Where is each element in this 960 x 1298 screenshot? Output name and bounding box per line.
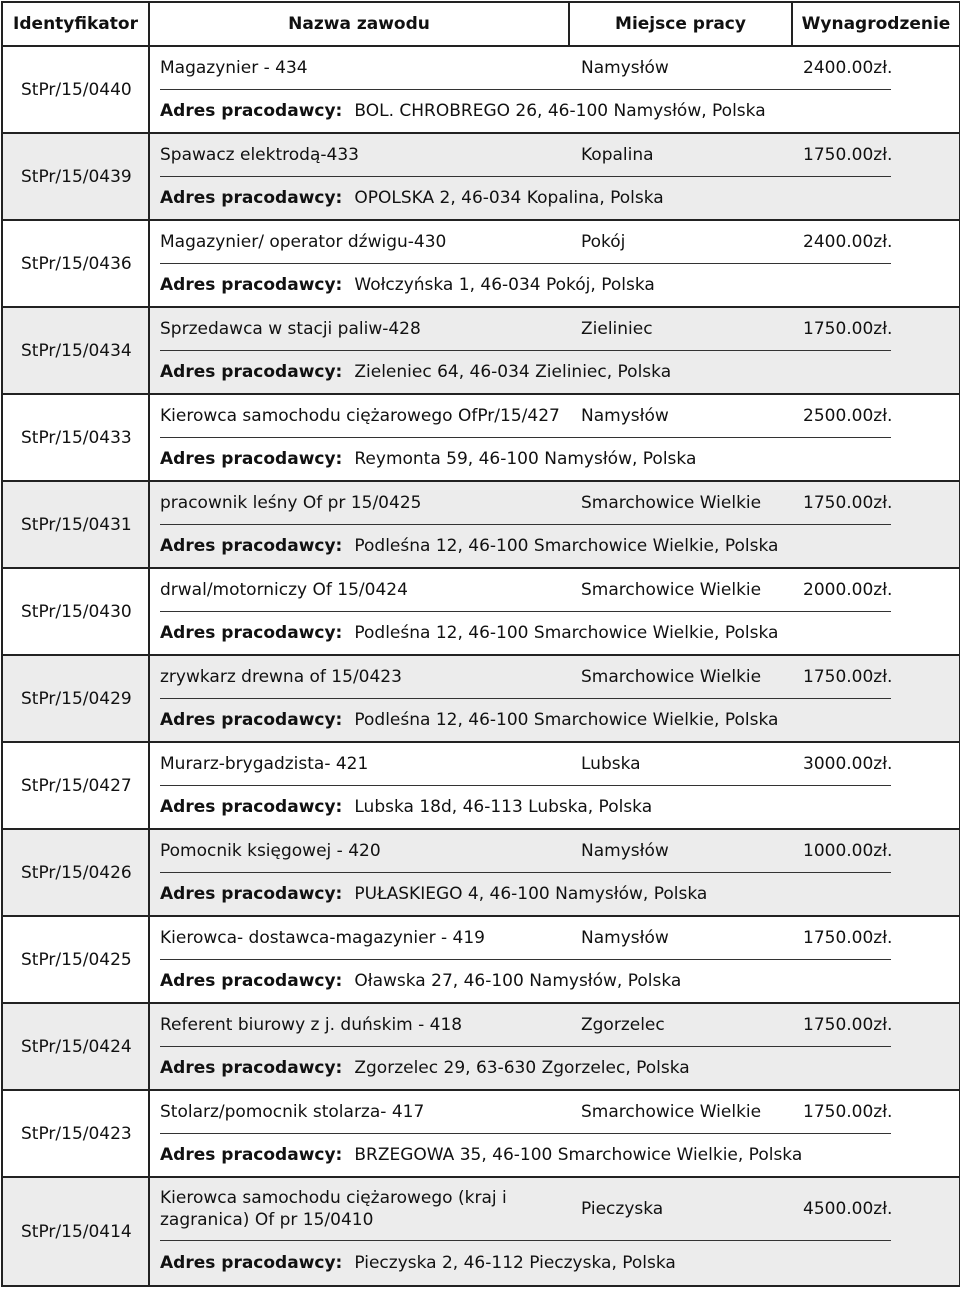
salary: 1000.00zł.: [803, 841, 893, 861]
offer-id: StPr/15/0426: [2, 829, 149, 916]
employer-address: Podleśna 12, 46-100 Smarchowice Wielkie, Polska: [354, 536, 779, 556]
employer-address-line: [160, 699, 959, 741]
offer-details: [149, 220, 960, 307]
offer-main-line: [160, 1004, 891, 1047]
offer-main-line: [160, 1091, 891, 1134]
offer-details: [149, 46, 960, 133]
salary: 4500.00zł.: [803, 1199, 893, 1219]
work-place: Kopalina: [581, 145, 654, 165]
salary: 3000.00zł.: [803, 754, 893, 774]
employer-address-line: [160, 1047, 959, 1089]
work-place: Smarchowice Wielkie: [581, 667, 762, 687]
employer-address: Oławska 27, 46-100 Namysłów, Polska: [354, 971, 682, 991]
table-row: [2, 133, 960, 220]
work-place: Smarchowice Wielkie: [581, 580, 762, 600]
employer-address: BRZEGOWA 35, 46-100 Smarchowice Wielkie, Polska: [354, 1145, 803, 1165]
employer-address-line: [160, 960, 959, 1002]
offer-id: StPr/15/0430: [2, 568, 149, 655]
employer-address: Zieleniec 64, 46-034 Zieliniec, Polska: [354, 362, 672, 382]
employer-address-line: [160, 873, 959, 915]
job-title: Stolarz/pomocnik stolarza- 417: [160, 1102, 425, 1122]
offer-main-line: [160, 830, 891, 873]
employer-address: Podleśna 12, 46-100 Smarchowice Wielkie, Polska: [354, 710, 779, 730]
offer-id: StPr/15/0436: [2, 220, 149, 307]
offer-main-line: [160, 134, 891, 177]
employer-address-label: Adres pracodawcy:: [160, 1145, 343, 1165]
offer-details: [149, 568, 960, 655]
table-row: [2, 568, 960, 655]
work-place: Pokój: [581, 232, 626, 252]
table-row: [2, 742, 960, 829]
job-title: Magazynier/ operator dźwigu-430: [160, 232, 447, 252]
table-row: [2, 394, 960, 481]
job-title: Kierowca- dostawca-magazynier - 419: [160, 928, 485, 948]
employer-address: Lubska 18d, 46-113 Lubska, Polska: [354, 797, 653, 817]
table-row: [2, 829, 960, 916]
offer-id: StPr/15/0434: [2, 307, 149, 394]
job-title: zrywkarz drewna of 15/0423: [160, 667, 402, 687]
table-body: [2, 46, 960, 1286]
employer-address: OPOLSKA 2, 46-034 Kopalina, Polska: [354, 188, 664, 208]
salary: 1750.00zł.: [803, 928, 893, 948]
offer-details: [149, 481, 960, 568]
offer-main-line: [160, 743, 891, 786]
salary: 1750.00zł.: [803, 493, 893, 513]
employer-address-line: [160, 612, 959, 654]
employer-address-label: Adres pracodawcy:: [160, 884, 343, 904]
offer-details: [149, 742, 960, 829]
offer-details: [149, 394, 960, 481]
table-row: [2, 307, 960, 394]
header-job: Nazwa zawodu: [149, 2, 569, 46]
salary: 1750.00zł.: [803, 319, 893, 339]
offer-main-line: [160, 569, 891, 612]
offer-main-line: [160, 656, 891, 699]
table-row: [2, 655, 960, 742]
header-id: Identyfikator: [2, 2, 149, 46]
employer-address-line: [160, 177, 959, 219]
salary: 2400.00zł.: [803, 58, 893, 78]
job-title: Referent biurowy z j. duńskim - 418: [160, 1015, 463, 1035]
employer-address-label: Adres pracodawcy:: [160, 101, 343, 121]
employer-address-label: Adres pracodawcy:: [160, 797, 343, 817]
work-place: Pieczyska: [581, 1199, 664, 1219]
employer-address: Pieczyska 2, 46-112 Pieczyska, Polska: [354, 1253, 676, 1273]
employer-address-line: [160, 438, 959, 480]
job-title: Magazynier - 434: [160, 58, 308, 78]
offer-details: [149, 1177, 960, 1286]
offer-main-line: [160, 221, 891, 264]
employer-address: Wołczyńska 1, 46-034 Pokój, Polska: [354, 275, 655, 295]
employer-address-label: Adres pracodawcy:: [160, 362, 343, 382]
table-row: [2, 46, 960, 133]
employer-address-label: Adres pracodawcy:: [160, 623, 343, 643]
offer-id: StPr/15/0439: [2, 133, 149, 220]
offer-details: [149, 916, 960, 1003]
offer-id: StPr/15/0424: [2, 1003, 149, 1090]
work-place: Lubska: [581, 754, 641, 774]
employer-address-line: [160, 351, 959, 393]
work-place: Namysłów: [581, 58, 669, 78]
header-pay: Wynagrodzenie: [792, 2, 960, 46]
table-row: [2, 220, 960, 307]
offer-main-line: [160, 47, 891, 90]
offer-main-line: [160, 395, 891, 438]
offer-id: StPr/15/0440: [2, 46, 149, 133]
work-place: Namysłów: [581, 841, 669, 861]
job-title: drwal/motorniczy Of 15/0424: [160, 580, 408, 600]
job-title: Kierowca samochodu ciężarowego (kraj i zagranica) Of pr 15/0410: [160, 1188, 507, 1230]
work-place: Namysłów: [581, 928, 669, 948]
salary: 2000.00zł.: [803, 580, 893, 600]
work-place: Smarchowice Wielkie: [581, 493, 762, 513]
employer-address-label: Adres pracodawcy:: [160, 449, 343, 469]
salary: 2500.00zł.: [803, 406, 893, 426]
offer-id: StPr/15/0423: [2, 1090, 149, 1177]
offer-main-line: [160, 1178, 891, 1241]
offer-details: [149, 829, 960, 916]
job-title: Sprzedawca w stacji paliw-428: [160, 319, 421, 339]
table-row: [2, 481, 960, 568]
offer-main-line: [160, 917, 891, 960]
offer-details: [149, 655, 960, 742]
offer-id: StPr/15/0425: [2, 916, 149, 1003]
work-place: Zieliniec: [581, 319, 653, 339]
employer-address-line: [160, 1134, 959, 1176]
table-row: [2, 916, 960, 1003]
offer-id: StPr/15/0414: [2, 1177, 149, 1286]
offer-main-line: [160, 308, 891, 351]
employer-address: BOL. CHROBREGO 26, 46-100 Namysłów, Polska: [354, 101, 766, 121]
employer-address-label: Adres pracodawcy:: [160, 188, 343, 208]
table-row: [2, 1003, 960, 1090]
employer-address-label: Adres pracodawcy:: [160, 275, 343, 295]
offer-main-line: [160, 482, 891, 525]
table-row: [2, 1177, 960, 1286]
header-place: Miejsce pracy: [569, 2, 792, 46]
employer-address-label: Adres pracodawcy:: [160, 971, 343, 991]
table-header-row: [2, 2, 960, 46]
salary: 1750.00zł.: [803, 667, 893, 687]
offer-details: [149, 133, 960, 220]
employer-address: Zgorzelec 29, 63-630 Zgorzelec, Polska: [354, 1058, 690, 1078]
salary: 1750.00zł.: [803, 1102, 893, 1122]
employer-address-line: [160, 90, 959, 132]
job-title: Pomocnik księgowej - 420: [160, 841, 381, 861]
employer-address-label: Adres pracodawcy:: [160, 1058, 343, 1078]
work-place: Zgorzelec: [581, 1015, 665, 1035]
offer-id: StPr/15/0429: [2, 655, 149, 742]
salary: 1750.00zł.: [803, 145, 893, 165]
employer-address: PUŁASKIEGO 4, 46-100 Namysłów, Polska: [354, 884, 708, 904]
work-place: Namysłów: [581, 406, 669, 426]
table-row: [2, 1090, 960, 1177]
offer-details: [149, 1003, 960, 1090]
employer-address-line: [160, 264, 959, 306]
employer-address-line: [160, 786, 959, 828]
job-offers-table: [1, 1, 960, 1287]
job-title: Spawacz elektrodą-433: [160, 145, 359, 165]
employer-address: Podleśna 12, 46-100 Smarchowice Wielkie, Polska: [354, 623, 779, 643]
employer-address-label: Adres pracodawcy:: [160, 1253, 343, 1273]
work-place: Smarchowice Wielkie: [581, 1102, 762, 1122]
employer-address-line: [160, 1241, 959, 1285]
offer-details: [149, 1090, 960, 1177]
offer-id: StPr/15/0431: [2, 481, 149, 568]
salary: 2400.00zł.: [803, 232, 893, 252]
job-title: Murarz-brygadzista- 421: [160, 754, 369, 774]
employer-address-line: [160, 525, 959, 567]
salary: 1750.00zł.: [803, 1015, 893, 1035]
offer-id: StPr/15/0433: [2, 394, 149, 481]
job-title: pracownik leśny Of pr 15/0425: [160, 493, 422, 513]
job-title: Kierowca samochodu ciężarowego OfPr/15/427: [160, 406, 560, 426]
employer-address-label: Adres pracodawcy:: [160, 536, 343, 556]
offer-details: [149, 307, 960, 394]
offer-id: StPr/15/0427: [2, 742, 149, 829]
employer-address: Reymonta 59, 46-100 Namysłów, Polska: [354, 449, 697, 469]
employer-address-label: Adres pracodawcy:: [160, 710, 343, 730]
